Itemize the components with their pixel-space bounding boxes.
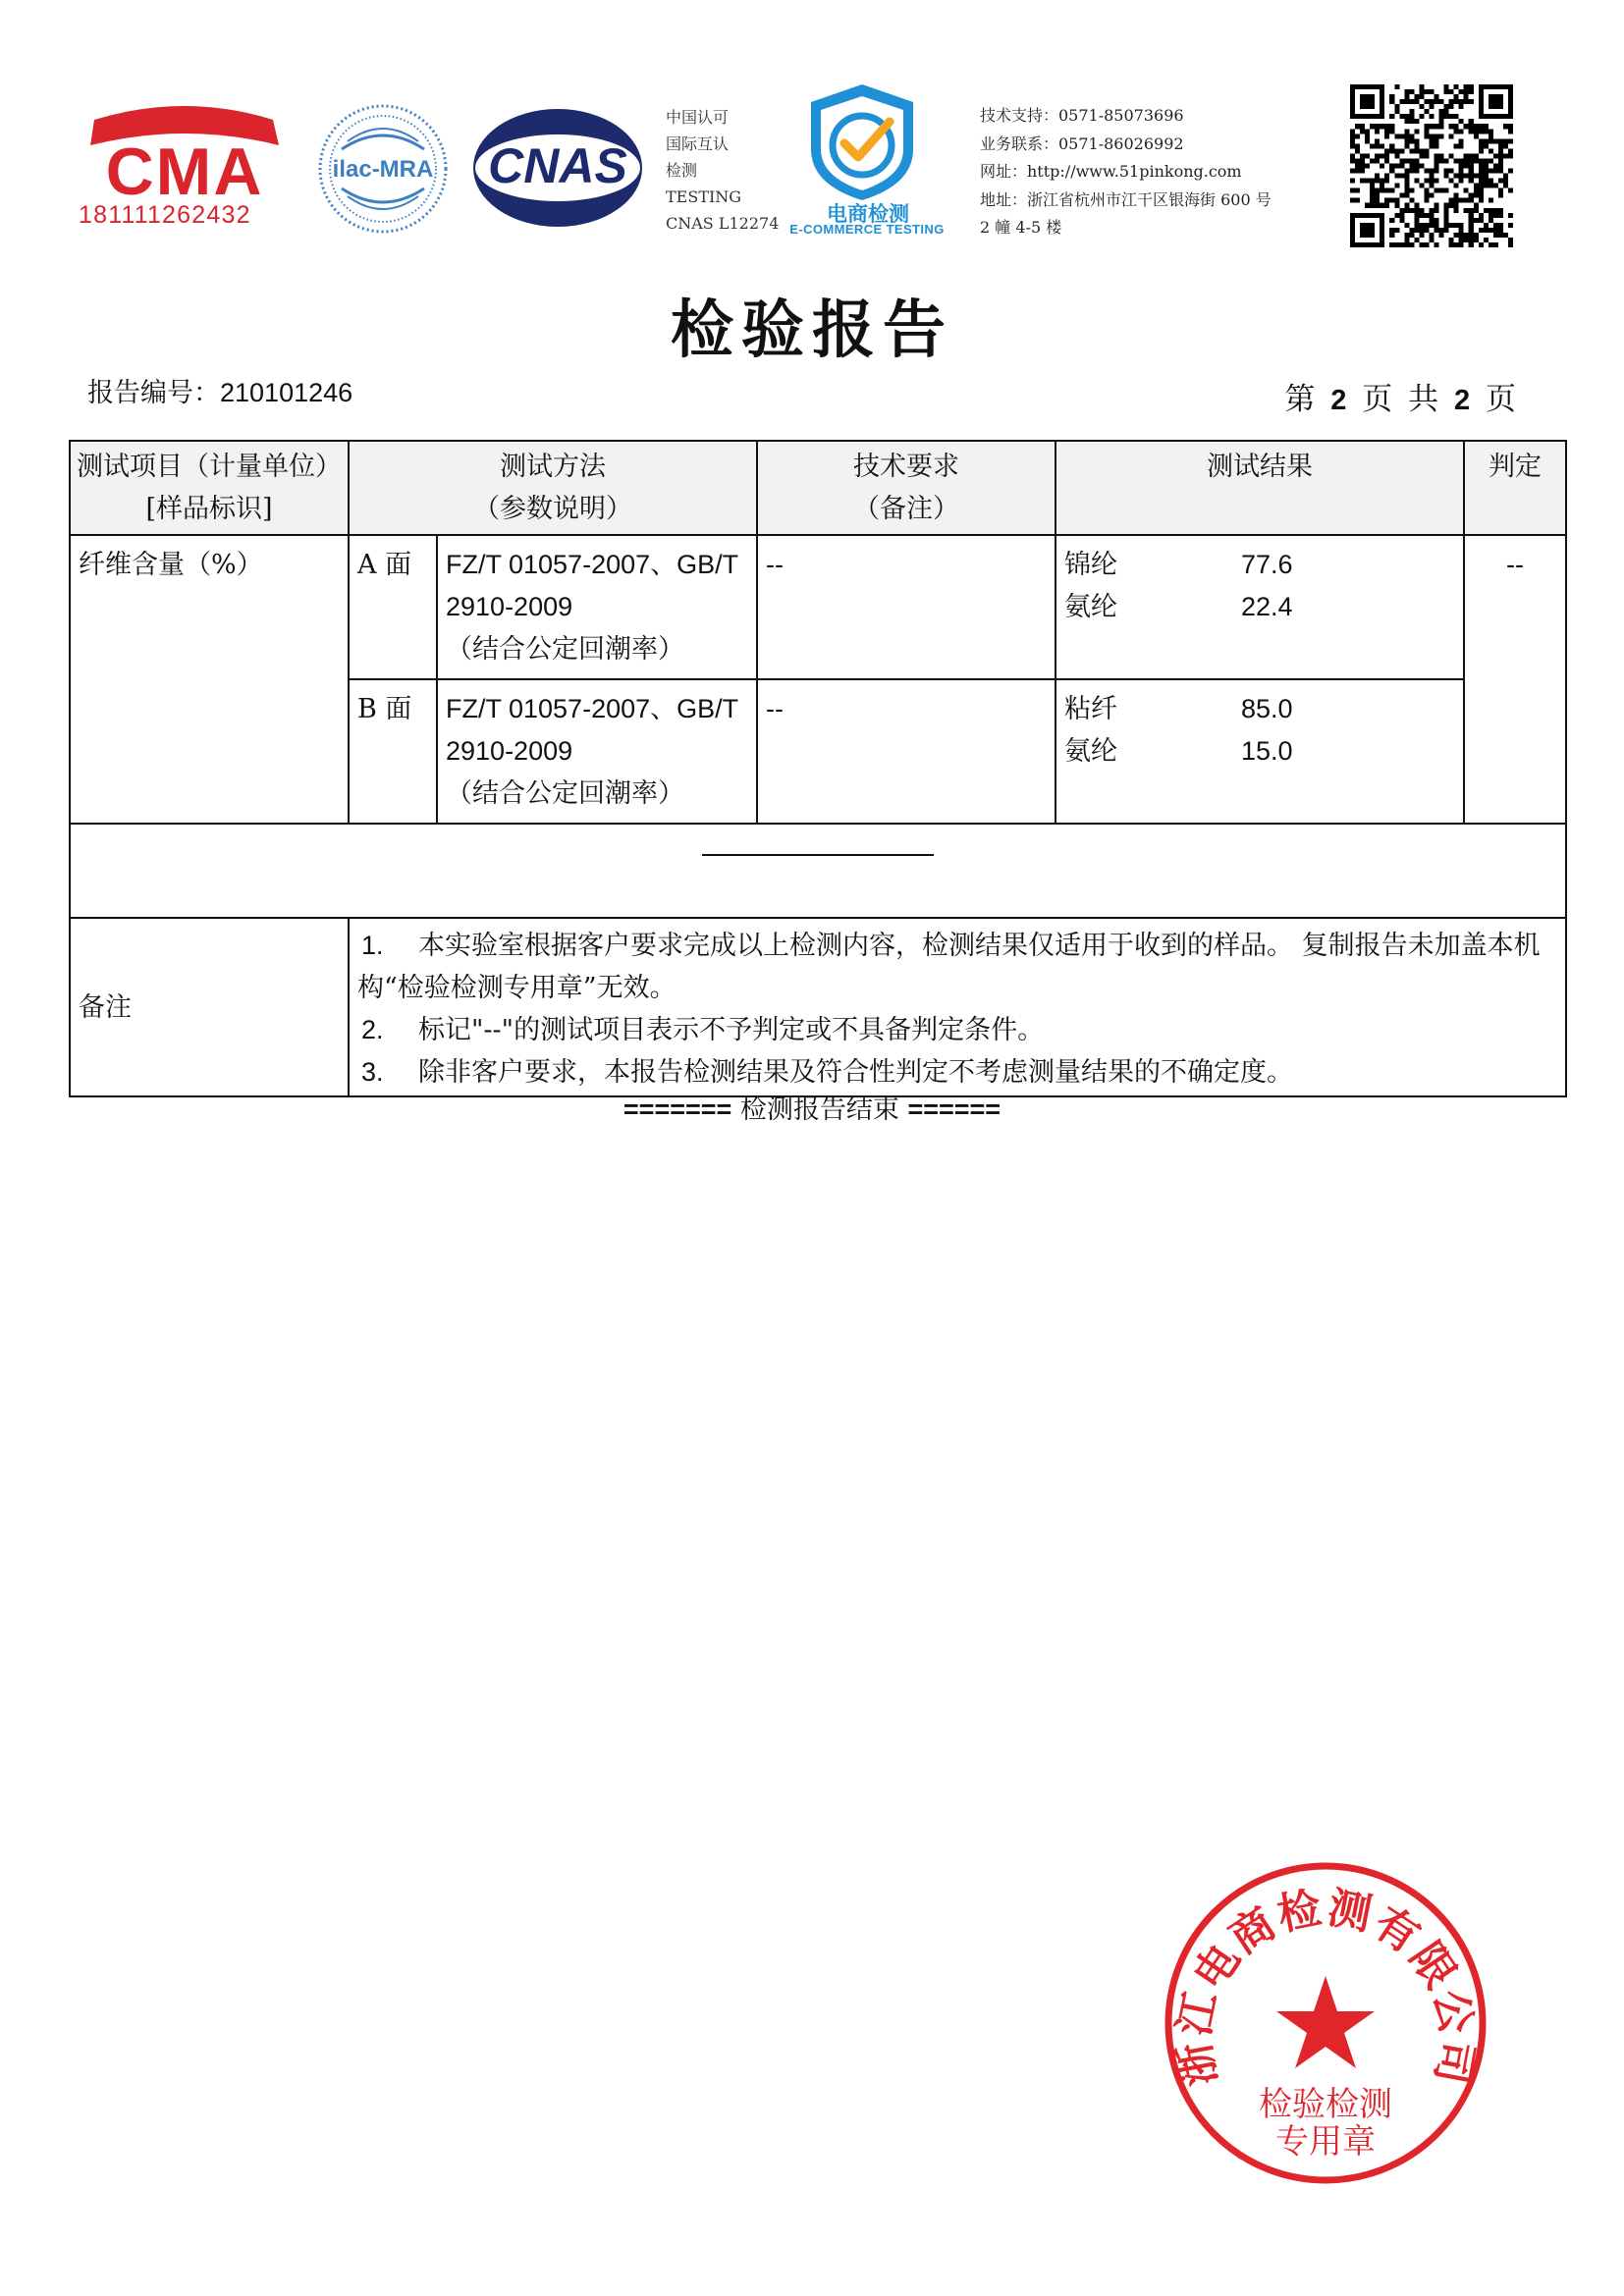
requirement: -- xyxy=(757,679,1056,824)
test-result: 粘纤 85.0 氨纶 15.0 xyxy=(1056,679,1464,824)
header-test-item: 测试项目（计量单位） [样品标识] xyxy=(70,441,349,535)
note-item: 3. 除非客户要求，本报告检测结果及符合性判定不考虑测量结果的不确定度。 xyxy=(361,1057,1293,1088)
ecommerce-testing-label: 电商检测 xyxy=(827,203,909,226)
ecommerce-testing-sub: E-COMMERCE TESTING xyxy=(789,222,945,237)
svg-text:专用章: 专用章 xyxy=(1275,2122,1376,2162)
test-results-table xyxy=(69,440,1567,1097)
face-label: A 面 xyxy=(349,535,437,679)
notes-label: 备注 xyxy=(70,918,349,1096)
header-result: 测试结果 xyxy=(1056,441,1464,535)
cnas-label: CNAS xyxy=(488,138,627,193)
test-result: 锦纶 77.6 氨纶 22.4 xyxy=(1056,535,1464,679)
report-title: 检验报告 xyxy=(671,294,953,367)
notes-row xyxy=(70,918,1566,1096)
cma-number: 181111262432 xyxy=(79,201,251,229)
judgement: -- xyxy=(1464,535,1566,824)
header-logos xyxy=(77,79,1549,265)
header-test-method: 测试方法 （参数说明） xyxy=(349,441,757,535)
requirement: -- xyxy=(757,535,1056,679)
divider-cell xyxy=(70,824,1566,918)
official-seal-stamp xyxy=(1161,1858,1490,2188)
contact-address: 地址：浙江省杭州市江干区银海街 600 号 xyxy=(980,189,1272,209)
contact-info xyxy=(980,102,1272,242)
svg-text:浙江电商检测有限公司: 浙江电商检测有限公司 xyxy=(1168,1882,1483,2091)
note-item: 2. 标记"--"的测试项目表示不予判定或不具备判定条件。 xyxy=(361,1015,1045,1045)
test-method: FZ/T 01057-2007、GB/T 2910-2009 （结合公定回潮率） xyxy=(437,679,757,824)
header-requirement: 技术要求 （备注） xyxy=(757,441,1056,535)
contact-business: 业务联系：0571-86026992 xyxy=(980,133,1184,153)
test-method: FZ/T 01057-2007、GB/T 2910-2009 （结合公定回潮率） xyxy=(437,535,757,679)
note-item: 1. 本实验室根据客户要求完成以上检测内容，检测结果仅适用于收到的样品。 复制报告未加盖本机构“检验检测专用章”无效。 xyxy=(357,931,1541,1003)
table-divider-row xyxy=(70,824,1566,918)
header-judgement: 判定 xyxy=(1464,441,1566,535)
svg-text:检验检测: 检验检测 xyxy=(1259,2085,1392,2124)
fiber-content-item: 纤维含量（%） xyxy=(70,535,349,824)
cnas-logo xyxy=(469,104,646,232)
report-end-marker: ======= 检测报告结束 ====== xyxy=(623,1095,1001,1125)
ilac-label: ilac-MRA xyxy=(332,156,434,183)
face-label: B 面 xyxy=(349,679,437,824)
table-row xyxy=(70,535,1566,679)
contact-address-2: 2 幢 4-5 楼 xyxy=(980,218,1062,237)
notes-content xyxy=(349,918,1566,1096)
contact-tech-support: 技术支持：0571-85073696 xyxy=(980,106,1184,125)
divider-line xyxy=(702,854,934,856)
svg-text:CMA: CMA xyxy=(105,134,264,209)
cnas-accreditation-text: 中国认可 国际互认 检测 TESTING CNAS L12274 xyxy=(666,108,780,233)
ilac-mra-logo xyxy=(316,102,450,236)
page-indicator: 第 2 页 共 2 页 xyxy=(1284,382,1516,417)
table-header-row xyxy=(70,441,1566,535)
report-number: 报告编号：210101246 xyxy=(87,378,353,408)
contact-website[interactable]: 网址：http://www.51pinkong.com xyxy=(980,162,1242,181)
qr-code[interactable] xyxy=(1350,84,1513,247)
